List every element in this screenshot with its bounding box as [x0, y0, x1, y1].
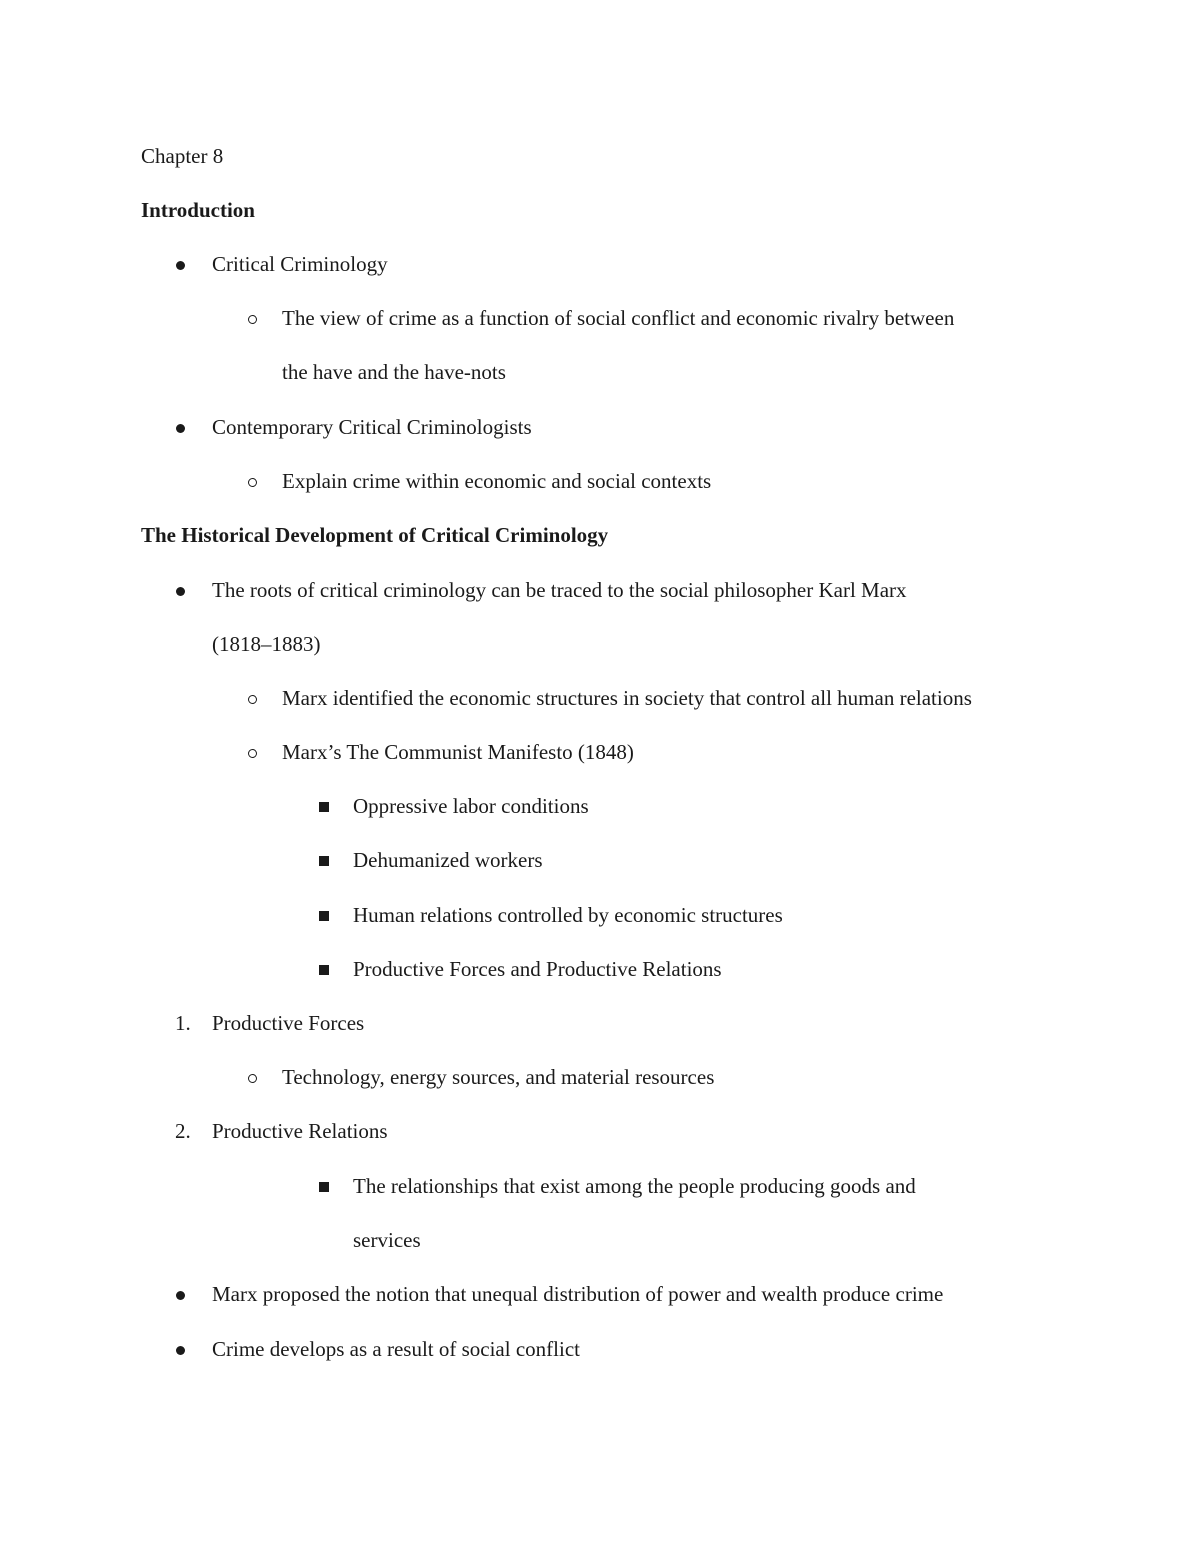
bullet-dot-icon: [176, 1346, 185, 1355]
bullet-dot-icon: [176, 1291, 185, 1300]
list-item: Marx’s The Communist Manifesto (1848): [282, 740, 634, 764]
list-item: Marx identified the economic structures in society that control all human relations: [282, 686, 972, 710]
list-item: Marx proposed the notion that unequal distribution of power and wealth produce crime: [212, 1282, 944, 1306]
list-item-continuation: the have and the have-nots: [282, 360, 506, 384]
bullet-square-icon: [319, 965, 329, 975]
list-item: Productive Relations: [212, 1119, 388, 1143]
list-number: 1.: [175, 1011, 191, 1035]
bullet-dot-icon: [176, 424, 185, 433]
list-item: Oppressive labor conditions: [353, 794, 589, 818]
list-item: The view of crime as a function of social conflict and economic rivalry between: [282, 306, 955, 330]
bullet-square-icon: [319, 1182, 329, 1192]
bullet-circle-icon: [248, 1074, 257, 1083]
list-item: Dehumanized workers: [353, 848, 543, 872]
list-item: Critical Criminology: [212, 252, 388, 276]
bullet-square-icon: [319, 856, 329, 866]
list-item-continuation: (1818–1883): [212, 632, 321, 656]
list-item: Productive Forces: [212, 1011, 365, 1035]
bullet-square-icon: [319, 911, 329, 921]
list-item: The relationships that exist among the people producing goods and: [353, 1174, 916, 1198]
bullet-circle-icon: [248, 315, 257, 324]
chapter-label: Chapter 8: [141, 144, 224, 168]
section-heading-introduction: Introduction: [141, 198, 255, 222]
list-item: Technology, energy sources, and material resources: [282, 1065, 715, 1089]
section-heading-historical-development: The Historical Development of Critical Criminology: [141, 523, 609, 547]
list-item: Explain crime within economic and social contexts: [282, 469, 712, 493]
list-item: Crime develops as a result of social conflict: [212, 1337, 580, 1361]
list-number: 2.: [175, 1119, 191, 1143]
bullet-dot-icon: [176, 261, 185, 270]
bullet-circle-icon: [248, 695, 257, 704]
list-item: Productive Forces and Productive Relations: [353, 957, 722, 981]
bullet-dot-icon: [176, 587, 185, 596]
bullet-circle-icon: [248, 478, 257, 487]
list-item-continuation: services: [353, 1228, 421, 1252]
list-item: Human relations controlled by economic structures: [353, 903, 783, 927]
bullet-circle-icon: [248, 749, 257, 758]
bullet-square-icon: [319, 802, 329, 812]
list-item: The roots of critical criminology can be traced to the social philosopher Karl Marx: [212, 578, 907, 602]
list-item: Contemporary Critical Criminologists: [212, 415, 532, 439]
